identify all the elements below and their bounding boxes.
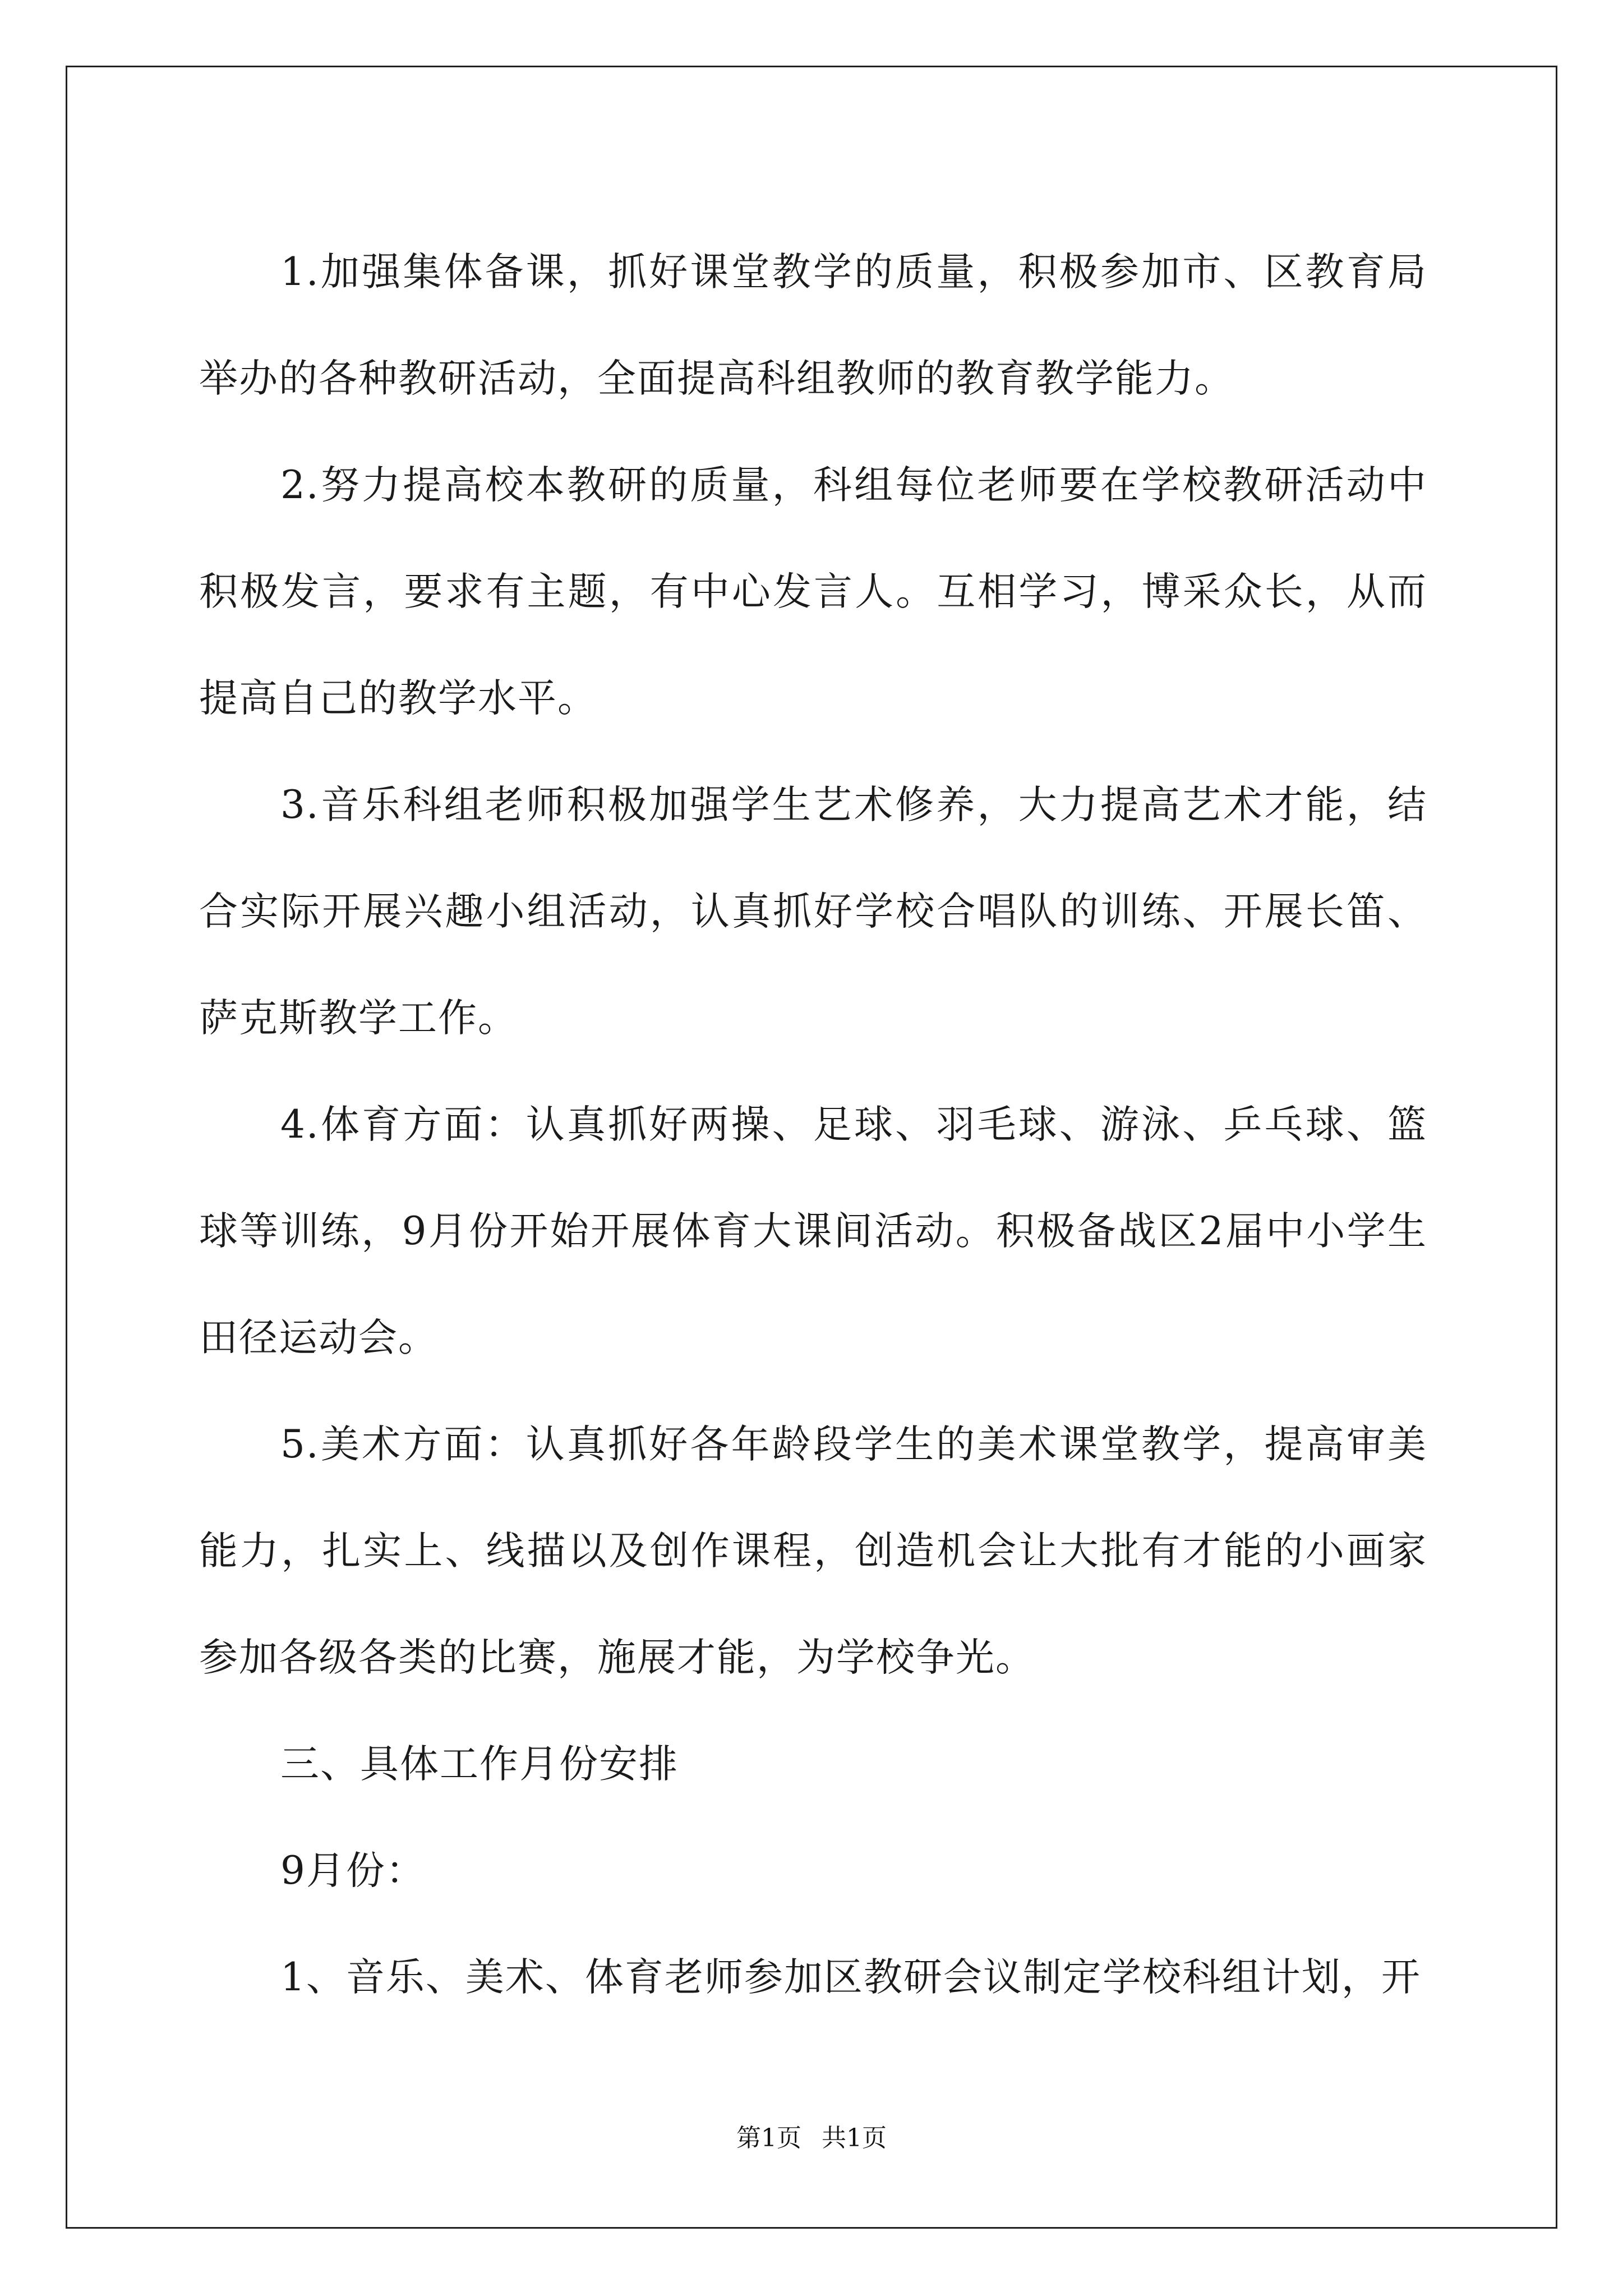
page-number-current: 第1页 (736, 2124, 801, 2152)
paragraph-3: 3.音乐科组老师积极加强学生艺术修养，大力提高艺术才能，结合实际开展兴趣小组活动，认真抓好学校合唱队的训练、开展长笛、萨克斯教学工作。 (199, 783, 1427, 1041)
paragraph-5: 5.美术方面：认真抓好各年龄段学生的美术课堂教学，提高审美能力，扎实上、线描以及创作课程，创造机会让大批有才能的小画家参加各级各类的比赛，施展才能，为学校争光。 (199, 1422, 1427, 1680)
page-footer (0, 2122, 1623, 2155)
paragraph-2: 2.努力提高校本教研的质量，科组每位老师要在学校教研活动中积极发言，要求有主题，有中心发言人。互相学习，博采众长，从而提高自己的教学水平。 (199, 463, 1427, 721)
month-label: 9月份： (280, 1848, 426, 1893)
page-number-total: 共1页 (822, 2124, 887, 2152)
section-heading: 三、具体工作月份安排 (280, 1742, 679, 1787)
paragraph-1: 1.加强集体备课，抓好课堂教学的质量，积极参加市、区教育局举办的各种教研活动，全面提高科组教师的教育教学能力。 (199, 250, 1427, 401)
paragraph-4: 4.体育方面：认真抓好两操、足球、羽毛球、游泳、乒乓球、篮球等训练，9月份开始开展体育大课间活动。积极备战区2届中小学生田径运动会。 (199, 1102, 1427, 1360)
paragraph-september-1: 1、音乐、美术、体育老师参加区教研会议制定学校科组计划，开 (280, 1955, 1421, 2000)
document-body (199, 219, 1427, 2031)
